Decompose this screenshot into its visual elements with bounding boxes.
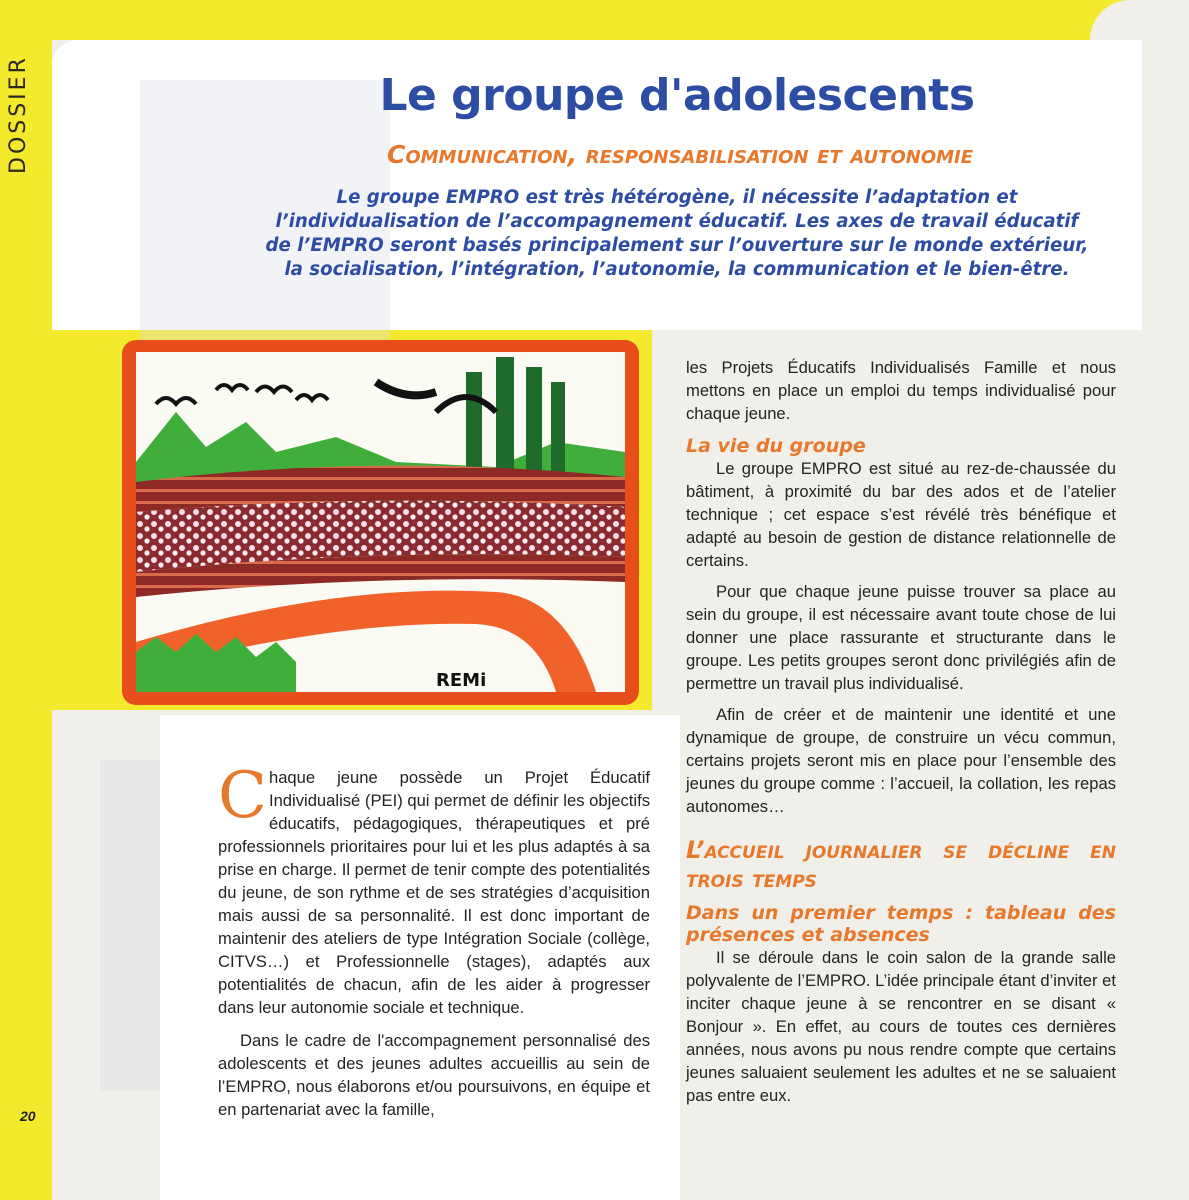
drop-cap: C — [218, 759, 267, 833]
page-title: Le groupe d'adolescents — [379, 70, 975, 121]
drawing-signature: REMi — [436, 670, 487, 691]
page-subtitle: Communication, responsabilisation et autonomie — [386, 140, 974, 169]
right-paragraph-vie-2: Pour que chaque jeune puisse trouver sa place au sein du groupe, il est nécessaire avant toute chose de lui donner une place rassurante et structurante dans le groupe. Les petits groupes seront donc privilégiés afin de permettre un travail plus individualisé. — [686, 582, 1116, 693]
right-paragraph-premier: Il se déroule dans le coin salon de la grande salle polyvalente de l’EMPRO. L’idée principale étant d’inviter et inciter chaque jeune à se rencontrer en se disant « Bonjour ». En effet, au cours de toutes ces dernières années, nous avons pu nous rendre compte que certains jeunes saluaient seulement les adultes et ne se saluaient pas entre eux. — [686, 948, 1116, 1105]
right-paragraph-vie-1: Le groupe EMPRO est situé au rez-de-chaussée du bâtiment, à proximité du bar des ados et de l’atelier technique ; cet espace s’est révélé très bénéfique et adapté au besoin de gestion de distance relationnelle de certains. — [686, 459, 1116, 570]
section-label: DOSSIER — [6, 55, 31, 175]
yellow-top-band — [0, 0, 1189, 40]
left-paragraph-1-text: haque jeune possède un Projet Éducatif Individualisé (PEI) qui permet de définir les objectifs éducatifs, pédagogiques, thérapeutiques et pré professionnels prioritaires pour lui et les plus adaptés à sa prise en charge. Il permet de tenir compte des potentialités du jeune, de son rythme et de ses stratégies d’acquisition mais aussi de sa personnalité. Il est donc important de maintenir des ateliers de type Intégration Sociale (collège, CITVS…) et Professionnelle (stages), adaptés aux potentialités de chacun, afin de les aider à progresser dans leur autonomie sociale et technique. — [218, 768, 650, 1017]
child-drawing — [136, 352, 625, 692]
left-paragraph-2: Dans le cadre de l'accompagnement personnalisé des adolescents et des jeunes adultes accueillis au sein de l’EMPRO, nous élaborons et/ou poursuivons, en équipe et en partenariat avec la famille, — [218, 1031, 650, 1119]
right-column — [686, 356, 1116, 1107]
left-paragraph-1 — [218, 759, 650, 1019]
drawing-illustration — [136, 352, 625, 692]
intro-paragraph: Le groupe EMPRO est très hétérogène, il nécessite l’adaptation et l’individualisation de l’accompagnement éducatif. Les axes de travail éducatif de l’EMPRO seront basés principalement sur l’ouverture sur le monde extérieur, la socialisation, l’intégration, l’autonomie, la communication et le bien-être. — [265, 187, 1089, 280]
page-number: 20 — [20, 1108, 36, 1124]
left-column — [218, 759, 650, 1121]
right-paragraph-vie-3: Afin de créer et de maintenir une identité et une dynamique de groupe, de construire un vécu commun, certains projets seront mis en place pour l’ensemble des jeunes du groupe comme : l’accueil, la collation, les repas autonomes… — [686, 705, 1116, 816]
right-paragraph-continued: les Projets Éducatifs Individualisés Famille et nous mettons en place un emploi du temps individualisé pour chaque jeune. — [686, 358, 1116, 423]
heading-vie-du-groupe: La vie du groupe — [686, 435, 866, 457]
heading-accueil-journalier: L’accueil journalier se décline en trois temps — [686, 836, 1116, 893]
drawing-frame — [122, 340, 639, 705]
heading-premier-temps: Dans un premier temps : tableau des présences et absences — [686, 902, 1116, 946]
